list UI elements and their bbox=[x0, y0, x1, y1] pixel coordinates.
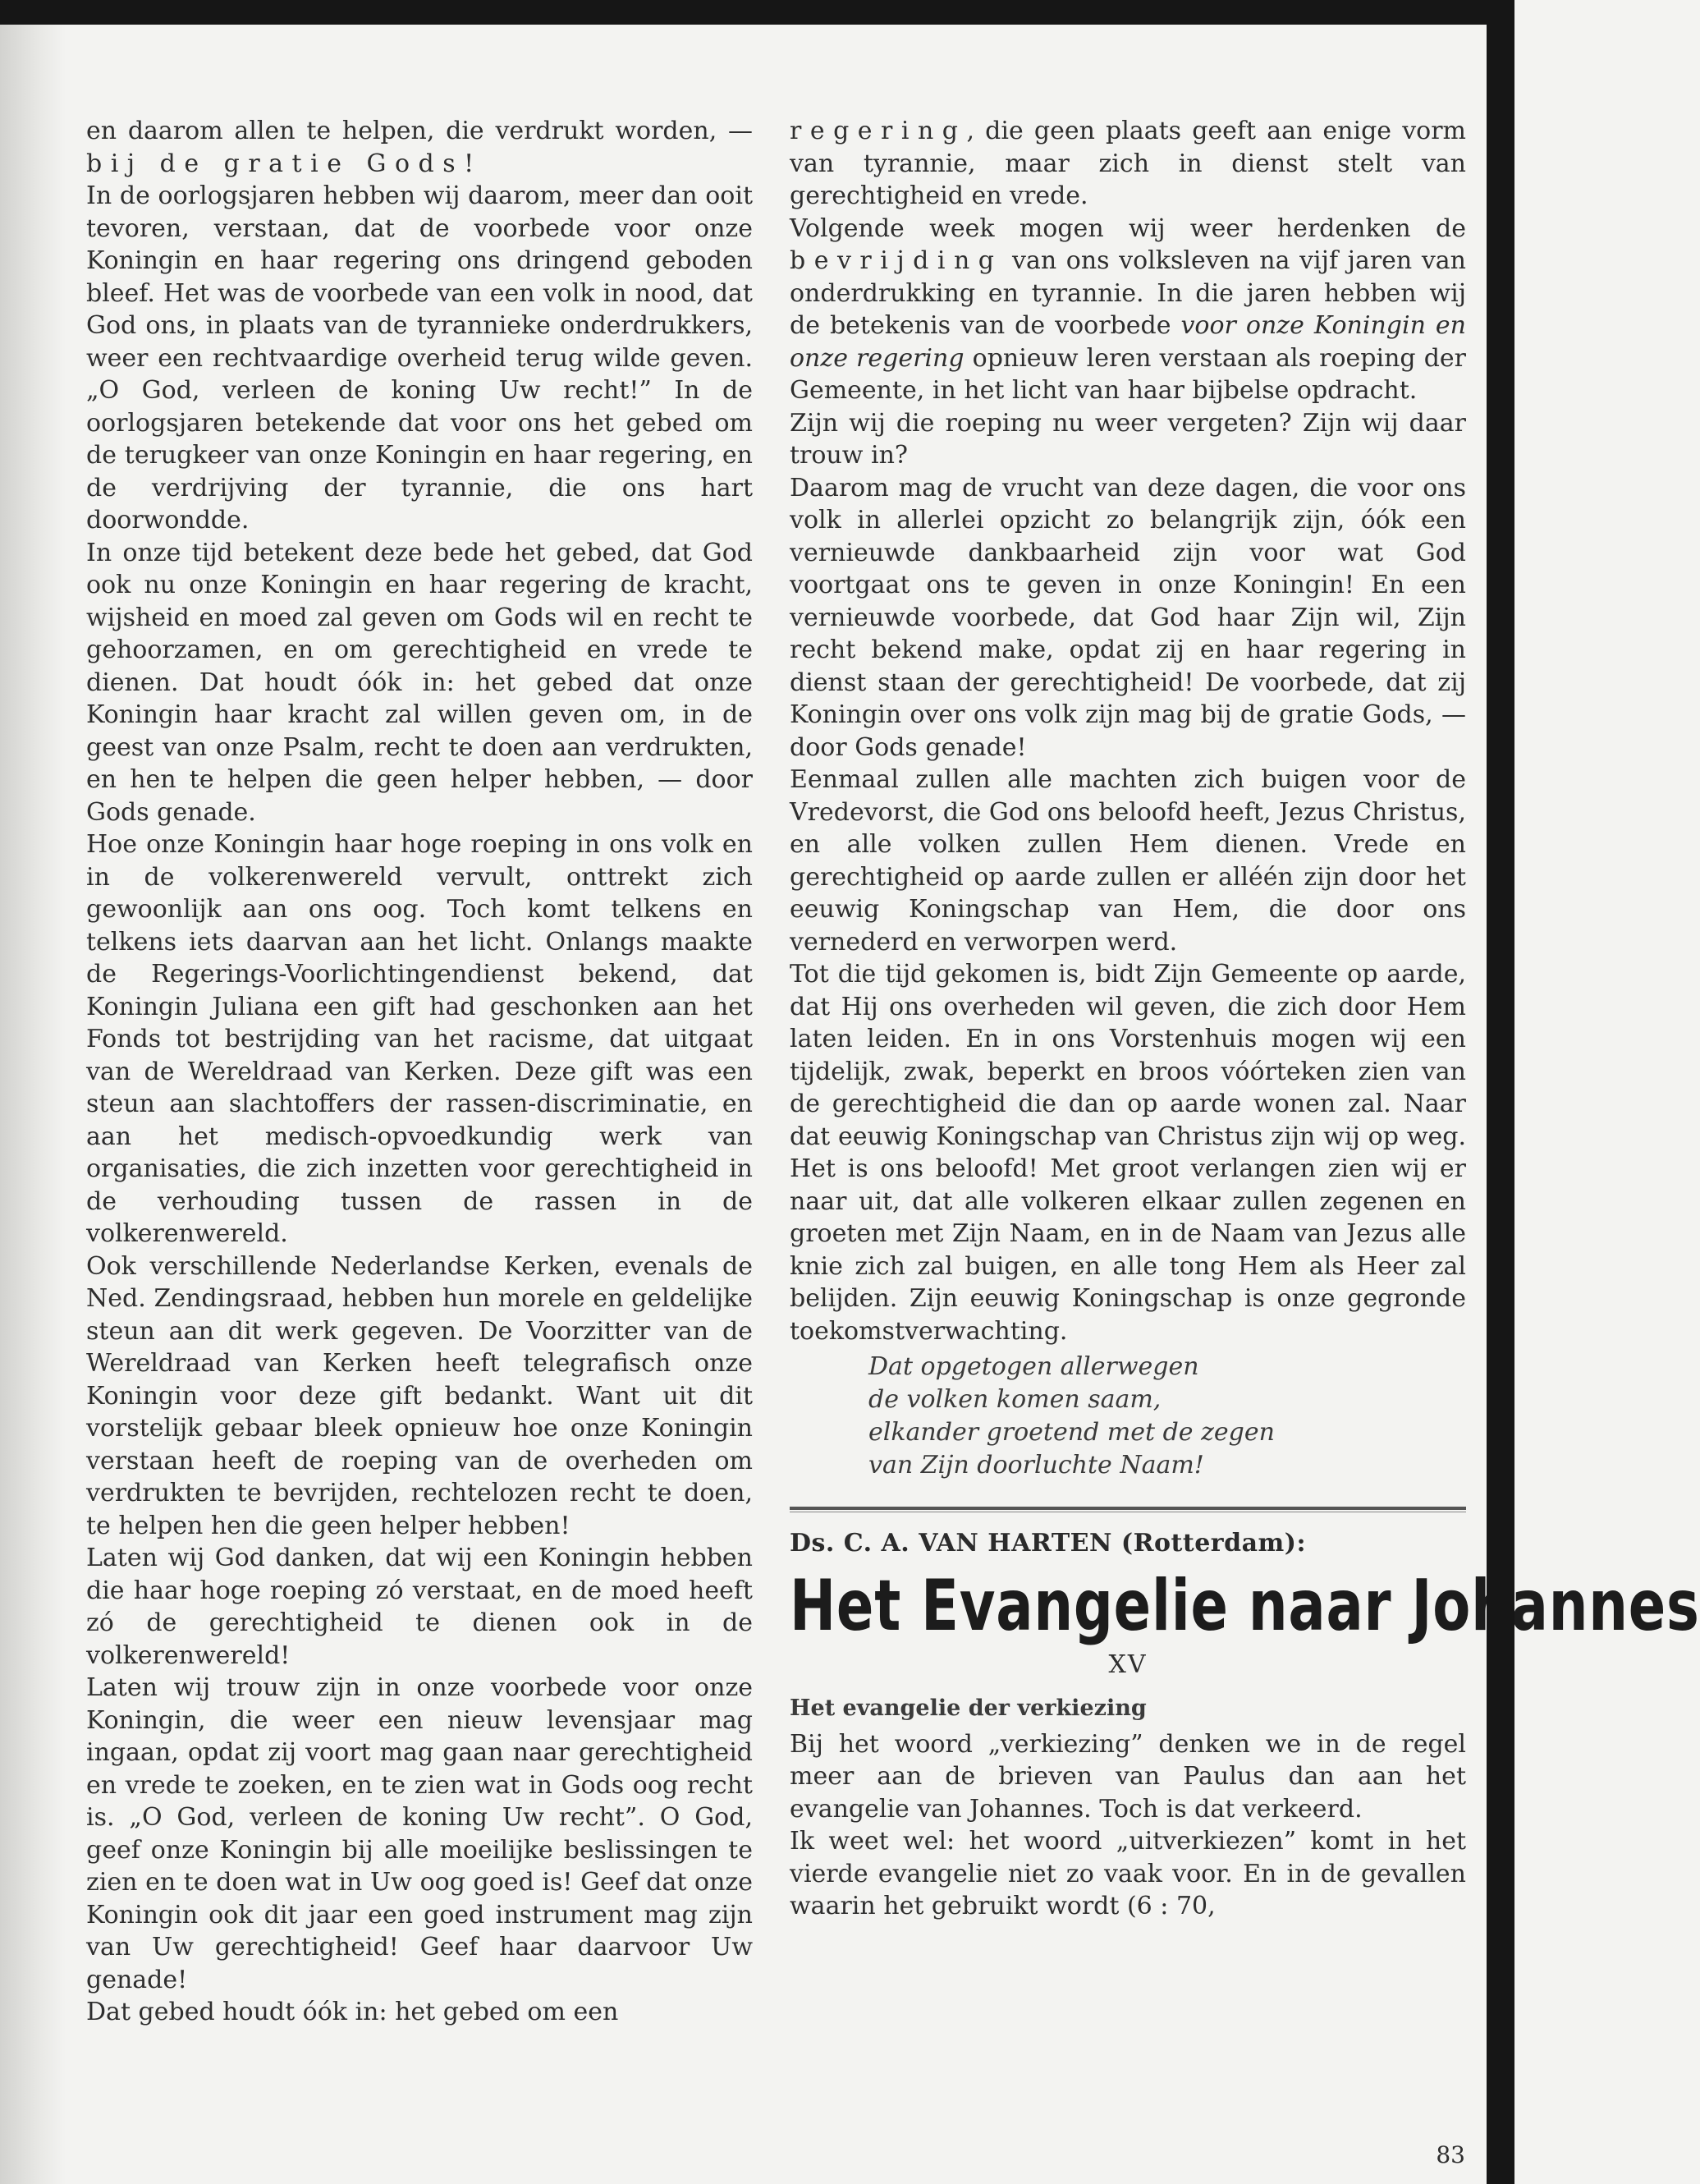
paragraph: Volgende week mogen wij weer herdenken de bevrijding van ons volksleven na vijf jaren van onderdrukking en tyrannie. In die jaren hebben wij de betekenis van de voorbede voor onze Koningin en onze regering opnieuw leren verstaan als roeping der Gemeente, in het licht van haar bijbelse opdracht. bbox=[790, 213, 1466, 405]
page-number: 83 bbox=[1436, 2141, 1465, 2168]
left-column bbox=[86, 115, 753, 2029]
paragraph: Bij het woord „verkiezing” denken we in de regel meer aan de brieven van Paulus dan aan het evangelie van Johannes. Toch is dat verkeerd. bbox=[790, 1729, 1466, 1824]
paragraph: Laten wij God danken, dat wij een Koningin hebben die haar hoge roeping zó verstaat, en de moed heeft zó de gerechtigheid te dienen ook in de volkerenwereld! bbox=[86, 1544, 753, 1670]
paragraph: Zijn wij die roeping nu weer vergeten? Zijn wij daar trouw in? bbox=[790, 408, 1466, 470]
paragraph: en daarom allen te helpen, die verdrukt worden, — bij de gratie Gods! bbox=[86, 117, 753, 178]
paragraph: Eenmaal zullen alle machten zich buigen voor de Vredevorst, die God ons beloofd heeft, Jezus Christus, en alle volken zullen Hem dienen. Vrede en gerechtigheid op aarde zullen er alléén zijn door het eeuwig Koningschap van Hem, die door ons vernederd en verworpen werd. bbox=[790, 765, 1466, 957]
paragraph: Ik weet wel: het woord „uitverkiezen” komt in het vierde evangelie niet zo vaak voor. En in de gevallen waarin het gebruikt wordt (6 : 70, bbox=[790, 1827, 1466, 1920]
section-divider bbox=[790, 1507, 1466, 1512]
article-byline: Ds. C. A. VAN HARTEN (Rotterdam): bbox=[790, 1529, 1307, 1558]
paragraph: regering, die geen plaats geeft aan enige vorm van tyrannie, maar zich in dienst stelt van gerechtigheid en vrede. bbox=[790, 117, 1466, 210]
poem-line: de volken komen saam, bbox=[868, 1385, 1162, 1414]
poem-line: elkander groetend met de zegen bbox=[868, 1418, 1275, 1447]
right-column bbox=[790, 115, 1700, 1923]
article-subheading: Het evangelie der verkiezing bbox=[790, 1695, 1147, 1721]
spaced-word: bevrijding bbox=[790, 246, 1003, 275]
paragraph: In de oorlogsjaren hebben wij daarom, meer dan ooit tevoren, verstaan, dat de voorbede voor onze Koningin en haar regering ons dringend geboden bleef. Het was de voorbede van een volk in nood, dat God ons, in plaats van de tyrannieke onderdrukkers, weer een rechtvaardige overheid terug wilde geven. „O God, verleen de koning Uw recht!” In de oorlogsjaren betekende dat voor ons het gebed om de terugkeer van onze Koningin en haar regering, en de verdrijving der tyrannie, die ons hart doorwondde. bbox=[86, 181, 753, 535]
scan-edge-shadow bbox=[0, 25, 66, 2184]
article-headline: Het Evangelie naar Johannes bbox=[790, 1564, 1700, 1647]
poem-line: Dat opgetogen allerwegen bbox=[868, 1352, 1199, 1381]
paragraph: Daarom mag de vrucht van deze dagen, die voor ons volk in allerlei opzicht zo belangrijk zijn, óók een vernieuwde dankbaarheid zijn voor wat God voortgaat ons te geven in onze Koningin! En een vernieuwde voorbede, dat God haar Zijn wil, Zijn recht bekend make, opdat zij en haar regering in dienst staan der gerechtigheid! De voorbede, dat zij Koningin over ons volk zijn mag bij de gratie Gods, — door Gods genade! bbox=[790, 473, 1466, 762]
article-part-number: XV bbox=[1108, 1649, 1148, 1679]
spaced-word: regering bbox=[790, 117, 967, 145]
paragraph: Hoe onze Koningin haar hoge roeping in ons volk en in de volkerenwereld vervult, onttrekt zich gewoonlijk aan ons oog. Toch komt telkens en telkens iets daarvan aan het licht. Onlangs maakte de Regerings-Voorlichtingendienst bekend, dat Koningin Juliana een gift had geschonken aan het Fonds tot bestrijding van het racisme, dat uitgaat van de Wereldraad van Kerken. Deze gift was een steun aan slachtoffers der rassen-discriminatie, en aan het medisch-opvoedkundig werk van organisaties, die zich inzetten voor gerechtigheid in de verhouding tussen de rassen in de volkerenwereld. bbox=[86, 830, 753, 1248]
paragraph: Ook verschillende Nederlandse Kerken, evenals de Ned. Zendingsraad, hebben hun morele en geldelijke steun aan dit werk gegeven. De Voorzitter van de Wereldraad van Kerken heeft telegrafisch onze Koningin voor deze gift bedankt. Want uit dit vorstelijk gebaar bleek opnieuw hoe onze Koningin verstaan heeft de roeping van de overheden om verdrukten te bevrijden, rechtelozen recht te doen, te helpen hen die geen helper hebben! bbox=[86, 1251, 753, 1540]
poem-line: van Zijn doorluchte Naam! bbox=[868, 1451, 1204, 1480]
paragraph: Tot die tijd gekomen is, bidt Zijn Gemeente op aarde, dat Hij ons overheden wil geven, die zich door Hem laten leiden. En in ons Vorstenhuis mogen wij een tijdelijk, zwak, beperkt en broos vóórteken zien van de gerechtigheid die dan op aarde wonen zal. Naar dat eeuwig Koningschap van Christus zijn wij op weg. Het is ons beloofd! Met groot verlangen zien wij er naar uit, dat alle volkeren elkaar zullen zegenen en groeten met Zijn Naam, en in de Naam van Jezus alle knie zich zal buigen, en alle tong Hem als Heer zal belijden. Zijn eeuwig Koningschap is onze gegronde toekomstverwachting. bbox=[790, 960, 1466, 1346]
italic-phrase: voor onze Koningin en onze regering bbox=[790, 311, 1466, 373]
paragraph: In onze tijd betekent deze bede het gebed, dat God ook nu onze Koningin en haar regering de kracht, wijsheid en moed zal geven om Gods wil en recht te gehoorzamen, en om gerechtigheid en vrede te dienen. Dat houdt óók in: het gebed dat onze Koningin haar kracht zal willen geven om, in de geest van onze Psalm, recht te doen aan verdrukten, en hen te helpen die geen helper hebben, — door Gods genade. bbox=[86, 538, 753, 827]
paragraph: Laten wij trouw zijn in onze voorbede voor onze Koningin, die weer een nieuw levensjaar mag ingaan, opdat zij voort mag gaan naar gerechtigheid en vrede te zoeken, en te zien wat in Gods oog recht is. „O God, verleen de koning Uw recht”. O God, geef onze Koningin bij alle moeilijke beslissingen te zien en te doen wat in Uw oog goed is! Geef dat onze Koningin ook dit jaar een goed instrument mag zijn van Uw gerechtigheid! Geef haar daarvoor Uw genade! bbox=[86, 1673, 753, 1994]
paragraph: Dat gebed houdt óók in: het gebed om een bbox=[86, 1998, 619, 2026]
poem bbox=[868, 1351, 1466, 1482]
spaced-phrase: bij de gratie Gods! bbox=[86, 149, 483, 178]
